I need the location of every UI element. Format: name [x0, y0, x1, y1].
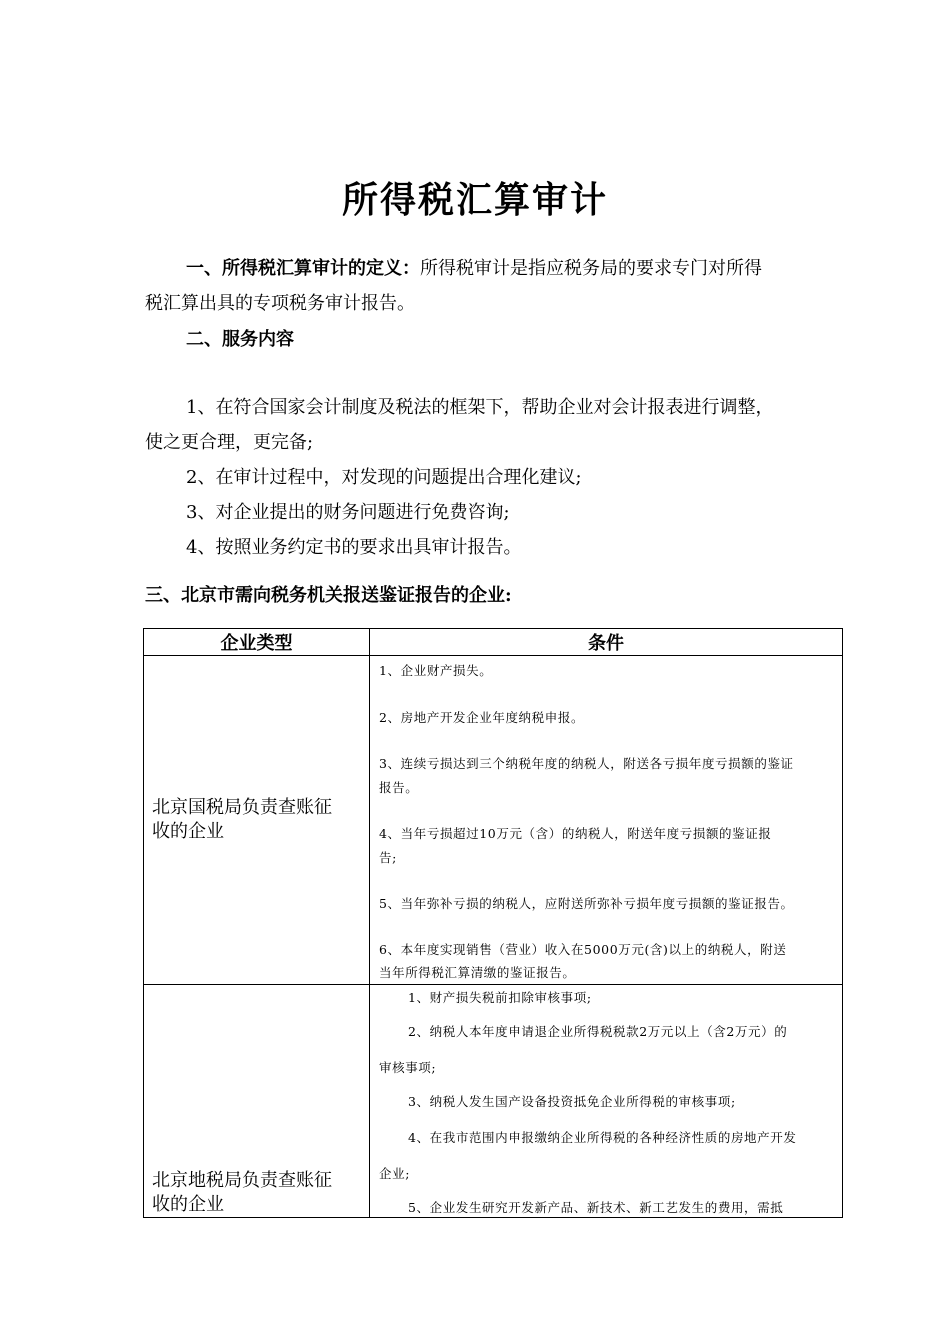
enterprise-type-line1: 北京地税局负责查账征 [152, 1170, 332, 1191]
header-enterprise-type: 企业类型 [144, 629, 370, 656]
condition-line: 5、当年弥补亏损的纳税人，应附送所弥补亏损年度亏损额的鉴证报告。 [379, 896, 794, 911]
condition-line: 审核事项; [379, 1060, 437, 1075]
service-item-2: 2、在审计过程中，对发现的问题提出合理化建议; [186, 467, 582, 488]
condition-line: 3、纳税人发生国产设备投资抵免企业所得税的审核事项; [408, 1094, 736, 1109]
header-conditions: 条件 [370, 629, 843, 656]
service-item-4: 4、按照业务约定书的要求出具审计报告。 [186, 537, 522, 558]
enterprise-type-line2: 收的企业 [152, 821, 224, 842]
condition-line: 5、企业发生研究开发新产品、新技术、新工艺发生的费用，需抵 [408, 1200, 784, 1215]
enterprise-type-line2: 收的企业 [152, 1194, 224, 1215]
enterprise-type-line1: 北京国税局负责查账征 [152, 797, 332, 818]
service-item-1-line2: 使之更合理，更完备; [145, 432, 314, 453]
table-row [144, 656, 843, 985]
table-row [144, 985, 843, 1218]
enterprise-type-cell [144, 985, 370, 1218]
condition-line: 1、企业财产损失。 [379, 663, 493, 678]
definition-paragraph [186, 257, 762, 281]
table-header-row [144, 629, 843, 656]
service-item-3: 3、对企业提出的财务问题进行免费咨询; [186, 502, 510, 523]
definition-text-line1: 所得税审计是指应税务局的要求专门对所得 [420, 258, 762, 279]
definition-text-line2: 税汇算出具的专项税务审计报告。 [145, 293, 415, 314]
condition-line: 告; [379, 850, 397, 865]
section2-heading: 二、服务内容 [186, 329, 294, 350]
condition-line: 当年所得税汇算清缴的鉴证报告。 [379, 965, 576, 980]
enterprise-conditions-table [143, 628, 843, 1218]
conditions-cell [370, 985, 843, 1218]
condition-line: 4、在我市范围内申报缴纳企业所得税的各种经济性质的房地产开发 [408, 1130, 797, 1145]
condition-line: 2、纳税人本年度申请退企业所得税税款2万元以上（含2万元）的 [408, 1024, 788, 1039]
section1-heading: 一、所得税汇算审计的定义： [186, 258, 420, 279]
condition-line: 企业; [379, 1166, 411, 1181]
condition-line: 报告。 [379, 780, 419, 795]
condition-line: 6、本年度实现销售（营业）收入在5000万元(含)以上的纳税人，附送 [379, 942, 787, 957]
condition-line: 1、财产损失税前扣除审核事项; [408, 990, 592, 1005]
service-item-1-line1: 1、在符合国家会计制度及税法的框架下，帮助企业对会计报表进行调整， [186, 397, 774, 418]
enterprise-type-cell [144, 656, 370, 985]
section3-heading: 三、北京市需向税务机关报送鉴证报告的企业: [145, 585, 512, 606]
page-title: 所得税汇算审计 [341, 179, 608, 221]
condition-line: 2、房地产开发企业年度纳税申报。 [379, 710, 585, 725]
conditions-cell [370, 656, 843, 985]
condition-line: 4、当年亏损超过10万元（含）的纳税人，附送年度亏损额的鉴证报 [379, 826, 772, 841]
condition-line: 3、连续亏损达到三个纳税年度的纳税人，附送各亏损年度亏损额的鉴证 [379, 756, 794, 771]
